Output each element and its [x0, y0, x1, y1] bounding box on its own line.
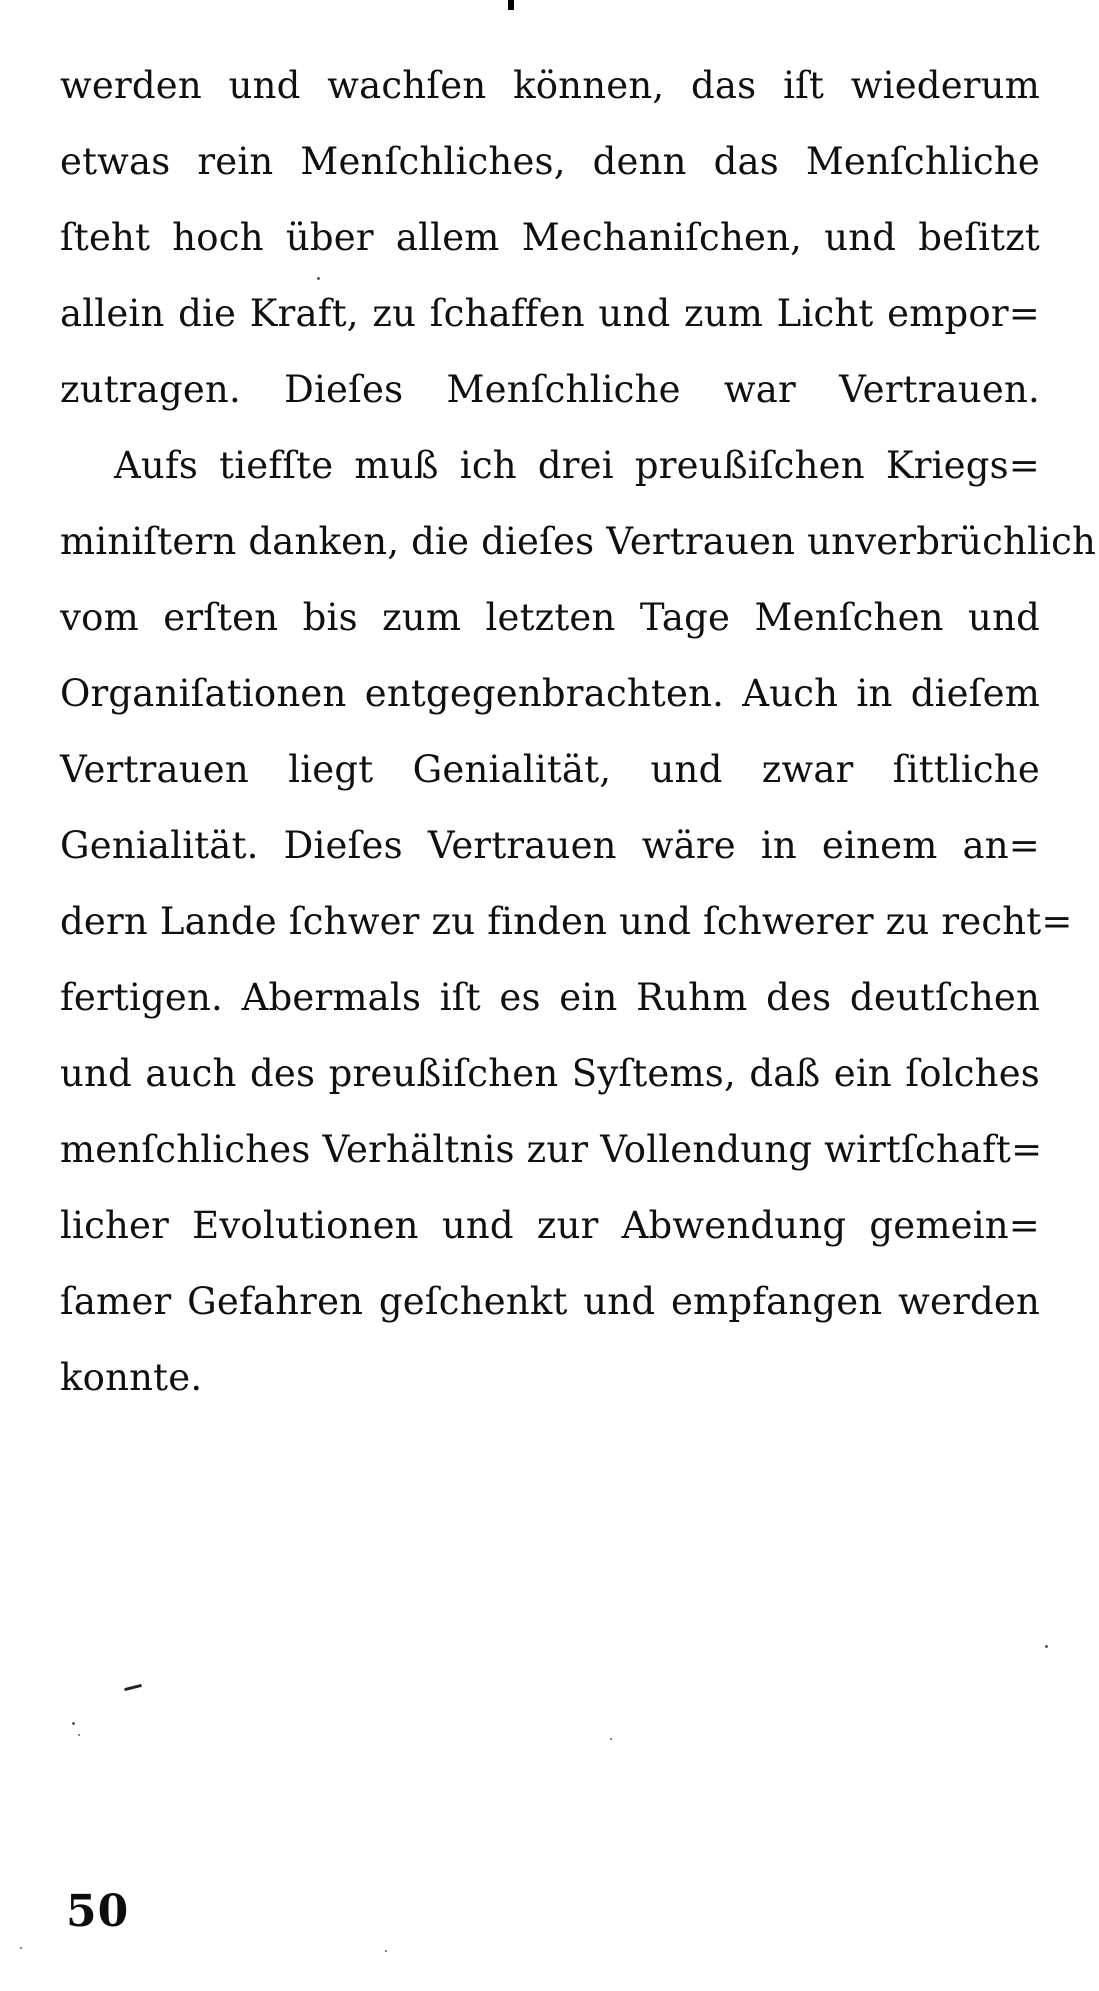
scan-artifact-top-tick [508, 0, 514, 10]
text-line: vom erſten bis zum letzten Tage Menſchen und [60, 596, 1040, 639]
scan-speck [72, 1722, 75, 1725]
paragraph [60, 428, 1097, 1416]
pencil-mark [124, 1684, 142, 1691]
text-line: konnte. [60, 1356, 203, 1399]
text-line: ſteht hoch über allem Mechaniſchen, und beſitzt [60, 216, 1040, 259]
scan-speck [20, 1947, 22, 1949]
text-line: Organiſationen entgegenbrachten. Auch in dieſem [60, 672, 1040, 715]
text-line: fertigen. Abermals iſt es ein Ruhm des deutſchen [60, 976, 1040, 1019]
paragraph [60, 48, 1040, 428]
text-line: und auch des preußiſchen Syſtems, daß ein ſolches [60, 1052, 1040, 1095]
text-line: Vertrauen liegt Genialität, und zwar ſittliche [60, 748, 1040, 791]
text-line: ſamer Gefahren geſchenkt und empfangen werden [60, 1280, 1040, 1323]
scan-speck [610, 1738, 612, 1740]
text-line: zutragen. Dieſes Menſchliche war Vertrauen. [60, 368, 1040, 411]
scan-speck [1045, 1645, 1048, 1648]
text-line: miniſtern danken, die dieſes Vertrauen unverbrüchlich [60, 520, 1097, 563]
scan-speck [385, 1950, 387, 1952]
text-line: allein die Kraft, zu ſchaffen und zum Licht empor= [60, 292, 1040, 335]
scan-speck [78, 1734, 80, 1736]
text-line: Genialität. Dieſes Vertrauen wäre in einem an= [60, 824, 1040, 867]
text-line: etwas rein Menſchliches, denn das Menſchliche [60, 140, 1040, 183]
text-line: licher Evolutionen und zur Abwendung gemein= [60, 1204, 1040, 1247]
text-line: Aufs tiefſte muß ich drei preußiſchen Kriegs= [114, 444, 1040, 487]
text-line: menſchliches Verhältnis zur Vollendung wirtſchaft= [60, 1128, 1043, 1171]
page-number: 50 [66, 1886, 130, 1937]
text-block [60, 48, 1097, 1416]
text-line: dern Lande ſchwer zu finden und ſchwerer zu recht= [60, 900, 1073, 943]
text-line: werden und wachſen können, das iſt wiederum [60, 64, 1040, 107]
